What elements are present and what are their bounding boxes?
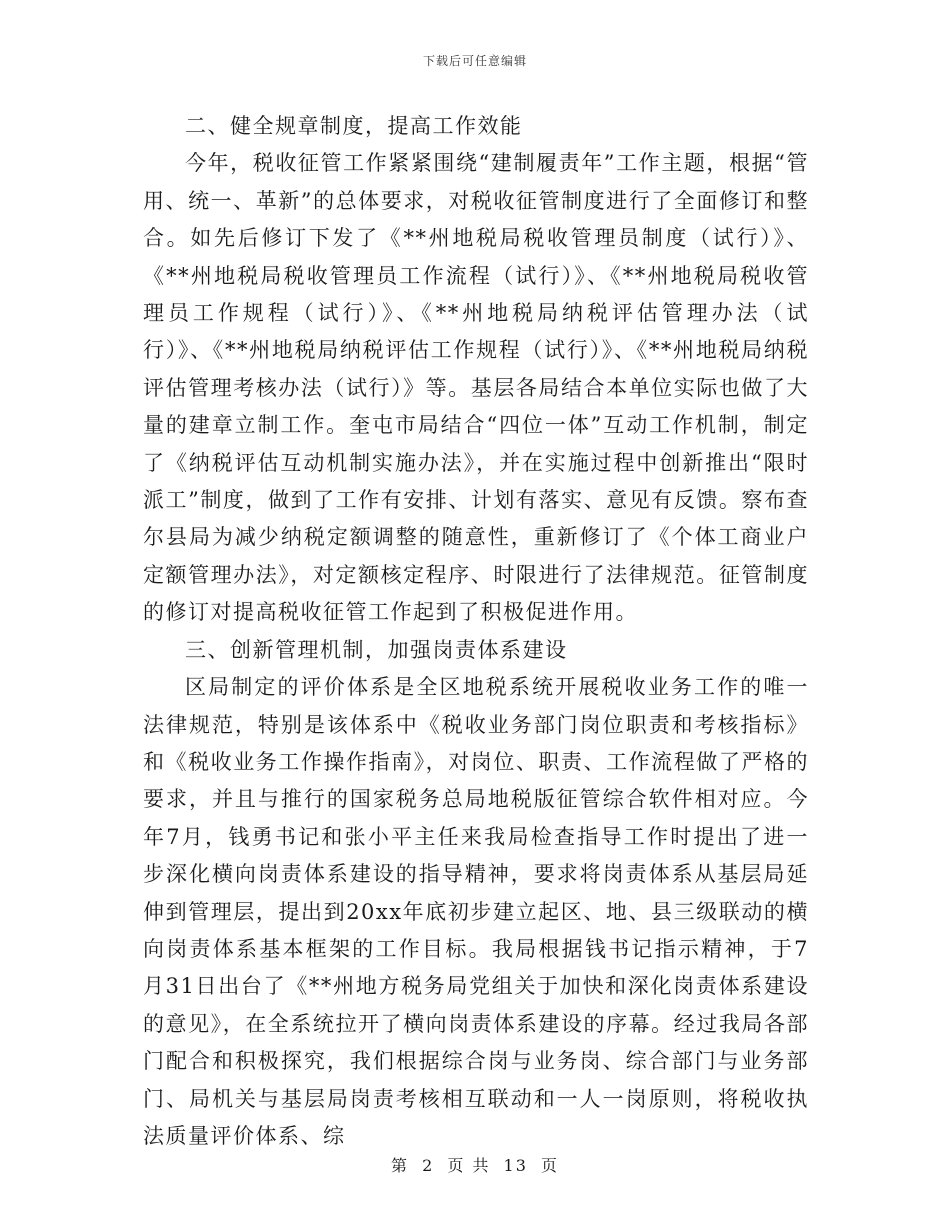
section-heading-3: 三、创新管理机制，加强岗责体系建设	[185, 637, 568, 662]
section-heading-2: 二、健全规章制度，提高工作效能	[185, 114, 523, 138]
document-body	[143, 108, 809, 1155]
footer-current-page: 2	[422, 1156, 435, 1175]
footer-total-pages: 13	[503, 1156, 528, 1175]
footer-suffix: 页	[541, 1156, 560, 1175]
section-paragraph-3: 区局制定的评价体系是全区地税系统开展税收业务工作的唯一法律规范，特别是该体系中《税收业务部门岗位职责和考核指标》和《税收业务工作操作指南》，对岗位、职责、工作流程做了严格的要求，并且与推行的国家税务总局地税版征管综合软件相对应。今年7月，钱勇书记和张小平主任来我局检查指导工作时提出了进一步深化横向岗责体系建设的指导精神，要求将岗责体系从基层局延伸到管理层，提出到20xx年底初步建立起区、地、县三级联动的横向岗责体系基本框架的工作目标。我局根据钱书记指示精神，于7月31日出台了《**州地方税务局党组关于加快和深化岗责体系建设的意见》，在全系统拉开了横向岗责体系建设的序幕。经过我局各部门配合和积极探究，我们根据综合岗与业务岗、综合部门与业务部门、局机关与基层局岗责考核相互联动和一人一岗原则，将税收执法质量评价体系、综	[143, 675, 809, 1148]
page-header-note: 下载后可任意编辑	[422, 54, 527, 68]
page-footer	[0, 1153, 950, 1176]
footer-prefix: 第	[390, 1156, 409, 1175]
footer-middle: 页 共	[447, 1156, 491, 1175]
section-paragraph-2: 今年，税收征管工作紧紧围绕“建制履责年”工作主题，根据“管用、统一、革新”的总体要求，对税收征管制度进行了全面修订和整合。如先后修订下发了《**州地税局税收管理员制度（试行）》、《**州地税局税收管理员工作流程（试行）》、《**州地税局税收管理员工作规程（试行）》、《**州地税局纳税评估管理办法（试行）》、《**州地税局纳税评估工作规程（试行）》、《**州地税局纳税评估管理考核办法（试行）》等。基层各局结合本单位实际也做了大量的建章立制工作。奎屯市局结合“四位一体”互动工作机制，制定了《纳税评估互动机制实施办法》，并在实施过程中创新推出“限时派工”制度，做到了工作有安排、计划有落实、意见有反馈。察布查尔县局为减少纳税定额调整的随意性，重新修订了《个体工商业户定额管理办法》，对定额核定程序、时限进行了法律规范。征管制度的修订对提高税收征管工作起到了积极促进作用。	[143, 151, 809, 625]
